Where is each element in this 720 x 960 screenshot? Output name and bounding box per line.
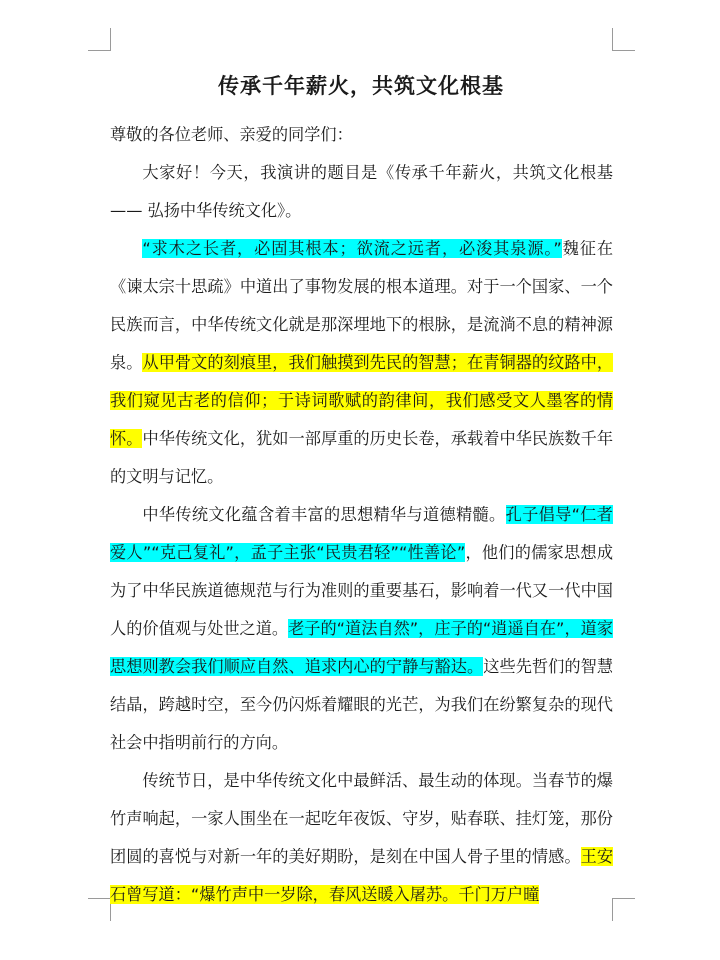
page-corner-mark-bottom-right — [612, 898, 635, 921]
text-segment: 魏征在《谏太宗十思疏》中道出了事物发展的根本道理。对于一个国家、一个民族而言，中华传统文化就是那深埋地下的根脉，是流淌不息的精神源泉。 — [110, 239, 614, 372]
text-segment: 这些先哲们的智慧结晶，跨越时空，至今仍闪烁着耀眼的光芒，为我们在纷繁复杂的现代社会中指明前行的方向。 — [110, 657, 614, 752]
highlighted-text: 孔子倡导“仁者爱人”“克己复礼”，孟子主张“民贵君轻”“性善论” — [110, 505, 613, 562]
page-corner-mark-top-right — [612, 28, 635, 51]
text-segment: 中华传统文化，犹如一部厚重的历史长卷，承载着中华民族数千年的文明与记忆。 — [110, 429, 614, 486]
document-title: 传承千年薪火，共筑文化根基 — [218, 74, 504, 99]
text-segment: 大家好！今天，我演讲的题目是《传承千年薪火，共筑文化根基—— 弘扬中华传统文化》。 — [110, 163, 613, 220]
body-paragraph — [110, 230, 613, 496]
body-paragraph — [110, 496, 613, 762]
highlighted-text: “求木之长者，必固其根本；欲流之远者，必浚其泉源。” — [142, 239, 562, 258]
text-segment: 传统节日，是中华传统文化中最鲜活、最生动的体现。当春节的爆竹声响起，一家人围坐在一起吃年夜饭、守岁，贴春联、挂灯笼，那份团圆的喜悦与对新一年的美好期盼，是刻在中国人骨子里的情感。 — [110, 771, 613, 866]
document-body[interactable] — [110, 116, 613, 914]
body-paragraph — [110, 762, 613, 914]
highlighted-text: 老子的“道法自然”，庄子的“逍遥自在”，道家思想则教会我们顺应自然、追求内心的宁静与豁达。 — [110, 619, 614, 676]
highlighted-text: 王安石曾写道：“爆竹声中一岁除，春风送暖入屠苏。千门万户曈 — [110, 847, 614, 904]
page-corner-mark-bottom-left — [88, 898, 111, 921]
page-corner-mark-top-left — [88, 28, 111, 51]
text-segment: 中华传统文化蕴含着丰富的思想精华与道德精髓。 — [142, 505, 506, 524]
text-segment: ，他们的儒家思想成为了中华民族道德规范与行为准则的重要基石，影响着一代又一代中国人的价值观与处世之道。 — [110, 543, 614, 638]
body-paragraph — [110, 154, 613, 230]
salutation: 尊敬的各位老师、亲爱的同学们： — [110, 125, 353, 144]
paragraph-container — [110, 154, 613, 914]
highlighted-text: 从甲骨文的刻痕里，我们触摸到先民的智慧；在青铜器的纹路中，我们窥见古老的信仰；于诗词歌赋的韵律间，我们感受文人墨客的情怀。 — [110, 353, 614, 448]
